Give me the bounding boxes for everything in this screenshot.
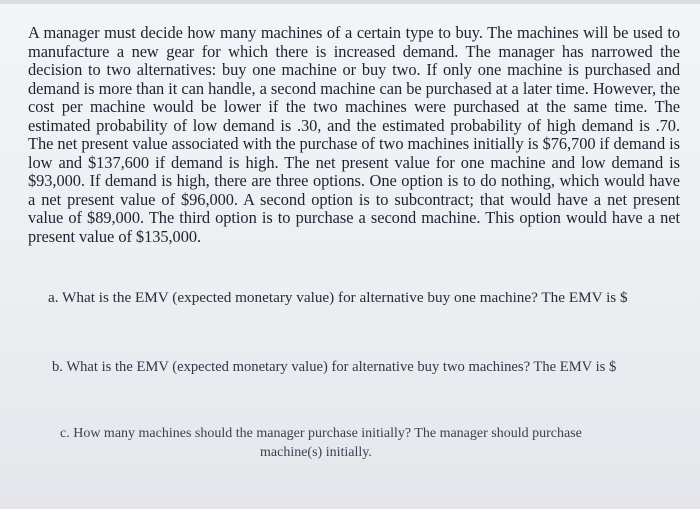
- question-a: a. What is the EMV (expected monetary value) for alternative buy one machine? The EMV is $: [48, 289, 628, 306]
- page-top-edge: [0, 0, 700, 4]
- question-b: b. What is the EMV (expected monetary value) for alternative buy two machines? The EMV is $: [52, 359, 617, 375]
- question-c-line2: machine(s) initially.: [260, 445, 372, 460]
- problem-statement: A manager must decide how many machines of a certain type to buy. The machines will be used to manufacture a new gear for which there is increased demand. The manager has narrowed the decision to two alternatives: buy one machine or buy two. If only one machine is purchased and demand is more than it can handle, a second machine can be purchased at a later time. However, the cost per machine would be lower if the two machines were purchased at the same time. The estimated probability of low demand is .30, and the estimated probability of high demand is .70. The net present value associated with the purchase of two machines initially is $76,700 if demand is low and $137,600 if demand is high. The net present value for one machine and low demand is $93,000. If demand is high, there are three options. One option is to do nothing, which would have a net present value of $96,000. A second option is to subcontract; that would have a net present value of $89,000. The third option is to purchase a second machine. This option would have a net present value of $135,000.: [28, 23, 680, 246]
- question-c: [60, 424, 680, 462]
- question-c-line1: c. How many machines should the manager purchase initially? The manager should purchase: [60, 426, 582, 441]
